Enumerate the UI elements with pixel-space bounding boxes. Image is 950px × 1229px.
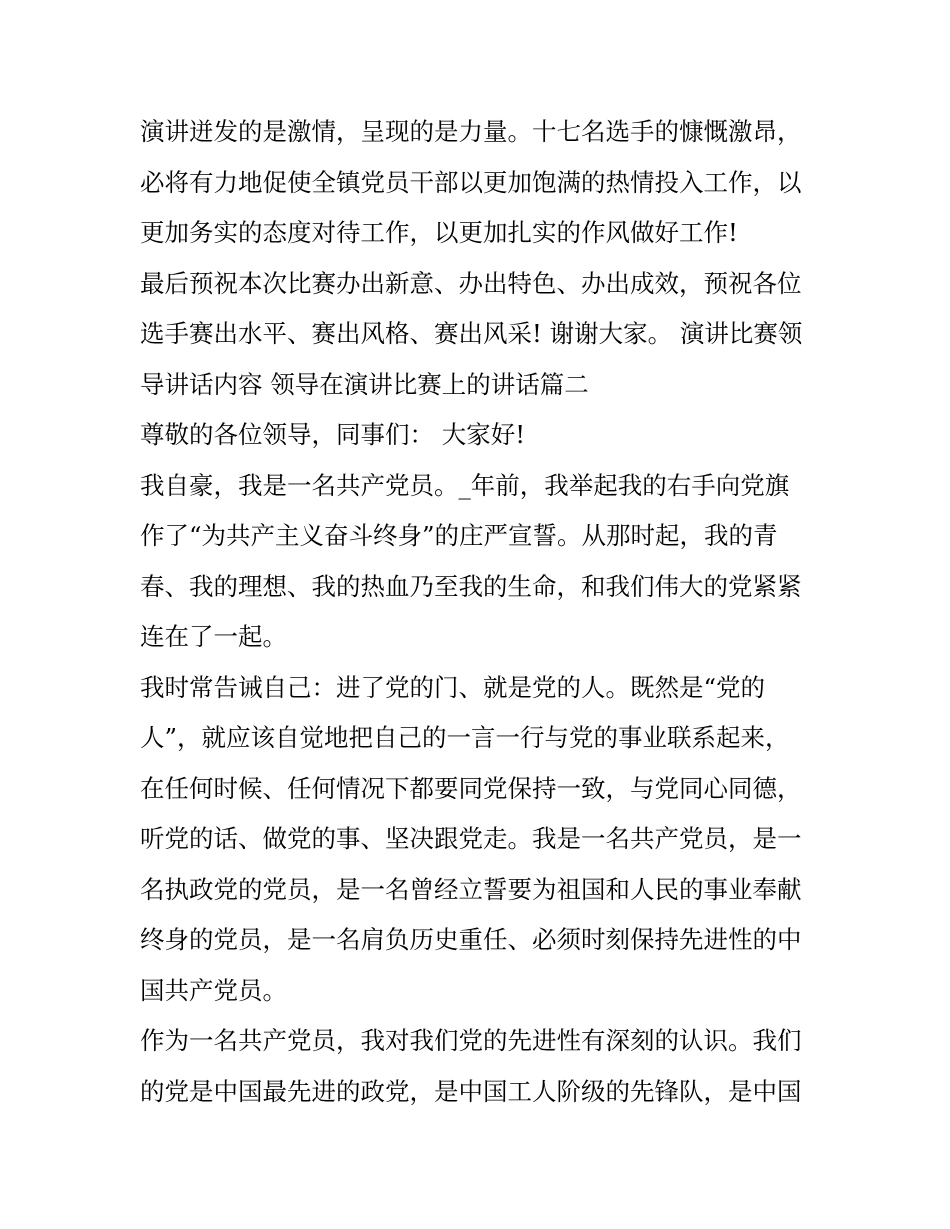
text-line: 更加务实的态度对待工作，以更加扎实的作风做好工作!	[140, 218, 738, 247]
text-line: 作为一名共产党员，我对我们党的先进性有深刻的认识。我们	[140, 1026, 802, 1055]
text-line: 选手赛出水平、赛出风格、赛出风采! 谢谢大家。 演讲比赛领	[140, 319, 803, 348]
text-line: 演讲迸发的是激情，呈现的是力量。十七名选手的慷慨激昂，	[140, 117, 802, 146]
text-line: 我时常告诫自己：进了党的门、就是党的人。既然是“党的	[140, 672, 766, 702]
text-line: 我自豪，我是一名共产党员。_年前，我举起我的右手向党旗	[140, 470, 790, 500]
text-line: 在任何时候、任何情况下都要同党保持一致，与党同心同德，	[140, 773, 802, 803]
text-line: 人”，就应该自觉地把自己的一言一行与党的事业联系起来，	[140, 723, 790, 752]
text-line: 国共产党员。	[140, 975, 287, 1005]
text-line: 春、我的理想、我的热血乃至我的生命，和我们伟大的党紧紧	[140, 571, 802, 601]
text-line: 连在了一起。	[140, 622, 287, 651]
text-line: 必将有力地促使全镇党员干部以更加饱满的热情投入工作，以	[140, 167, 802, 197]
text-line: 最后预祝本次比赛办出新意、办出特色、办出成效，预祝各位	[140, 268, 802, 298]
text-line: 的党是中国最先进的政党，是中国工人阶级的先锋队，是中国	[140, 1076, 802, 1106]
text-line: 终身的党员，是一名肩负历史重任、必须时刻保持先进性的中	[140, 925, 802, 954]
text-line: 尊敬的各位领导，同事们： 大家好!	[140, 420, 526, 449]
text-line: 作了“为共产主义奋斗终身”的庄严宣誓。从那时起，我的青	[140, 521, 778, 550]
text-line: 听党的话、做党的事、坚决跟党走。我是一名共产党员，是一	[140, 824, 802, 853]
text-line: 名执政党的党员，是一名曾经立誓要为祖国和人民的事业奉献	[140, 874, 802, 904]
document-body	[140, 107, 830, 1117]
text-line: 导讲话内容 领导在演讲比赛上的讲话篇二	[140, 369, 589, 399]
